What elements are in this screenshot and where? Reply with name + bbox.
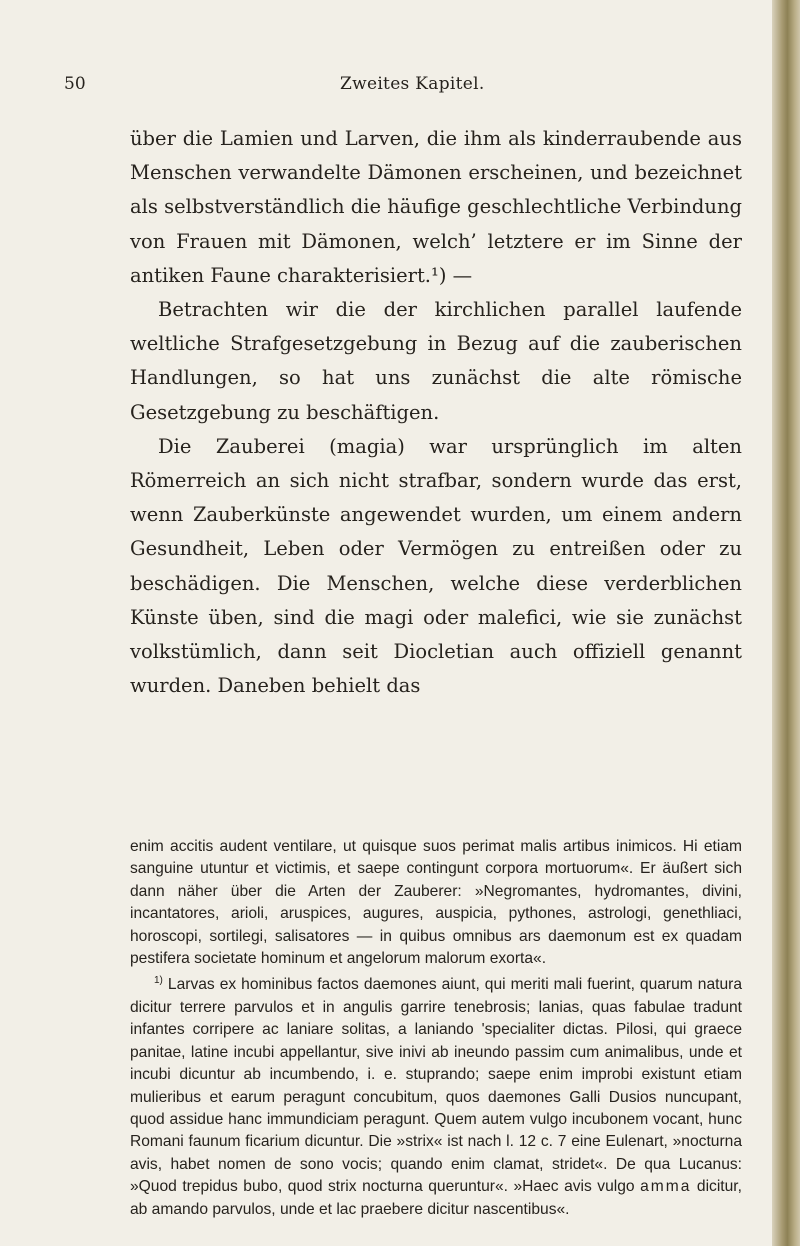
footnote-marker: 1): [154, 975, 163, 987]
body-paragraph-continued: über die Lamien und Larven, die ihm als kinderraubende aus Menschen verwandelte Dämonen erscheinen, und bezeichnet als selbstverständlich die häufige geschlechtliche Verbindung von Frauen mit Dämonen, welch’ letztere er im Sinne der antiken Faune charakterisiert.¹) —: [130, 127, 742, 287]
running-head: Zweites Kapitel.: [340, 74, 485, 94]
book-binding-edge: [772, 0, 800, 1246]
footnote-text: Larvas ex hominibus factos daemones aiunt, qui meriti mali fuerint, quarum natura dicitur terrere parvulos et in angulis garrire tenebrosis; lanias, quas fabulae tradunt infantes corripere ac laniare solitas, a laniando 'specialiter dictas. Pilosi, qui graece panitae, latine incubi appellantur, sive inivi ab ineundo passim cum animalibus, unde et incubi dicuntur ab incumbendo, i. e. stuprando; saepe enim improbi existunt etiam mulieribus et earum peragunt concubitum, quos daemones Galli Dusios nuncupant, quod assidue hanc immundiciam peragunt. Quem autem vulgo incubonem vocant, hunc Romani faunum ficarium dicuntur. Die »strix« ist nach l. 12 c. 7 eine Eulenart, »nocturna avis, habet nomen de sono vocis; quando enim clamat, stridet«. De qua Lucanus: »Quod trepidus bubo, quod strix nocturna queruntur«. »Haec avis vulgo: [130, 976, 742, 1196]
footnote-1: [130, 970, 742, 1221]
main-text: [130, 122, 742, 703]
page-number: 50: [64, 74, 86, 94]
body-paragraph: Betrachten wir die der kirchlichen parallel laufende weltliche Strafgesetzgebung in Bezug auf die zauberischen Handlungen, so hat uns zunächst die alte römische Gesetzgebung zu beschäftigen.: [130, 298, 742, 424]
footnote-text-end: dicitur, ab amando parvulos, unde et lac praebere dicitur nascentibus«.: [130, 1178, 742, 1218]
body-paragraph: Die Zauberei (magia) war ursprünglich im alten Römerreich an sich nicht strafbar, sondern wurde das erst, wenn Zauberkünste angewendet wurden, um einem andern Gesundheit, Leben oder Vermögen zu entreißen oder zu beschädigen. Die Menschen, welche diese verderblichen Künste üben, sind die magi oder malefici, wie sie zunächst volkstümlich, dann seit Diocletian auch offiziell genannt wurden. Daneben behielt das: [130, 434, 742, 698]
footnote-continuation: enim accitis audent ventilare, ut quisque suos perimat malis artibus inimicos. Hi etiam sanguine utuntur et victimis, et saepe contingunt corpora mortuorum«. Er äußert sich dann näher über die Arten der Zauberer: »Negromantes, hydromantes, divini, incantatores, arioli, aruspices, augures, auspicia, pythones, astrologi, genethliaci, horoscopi, sortilegi, salisatores — in quibus omnibus ars daemonum est ex quadam pestifera societate hominum et angelorum malorum exorta«.: [130, 838, 742, 968]
footnote-area: [130, 836, 742, 1221]
page-header: [0, 74, 772, 104]
footnote-spaced-word: amma: [640, 1178, 692, 1196]
